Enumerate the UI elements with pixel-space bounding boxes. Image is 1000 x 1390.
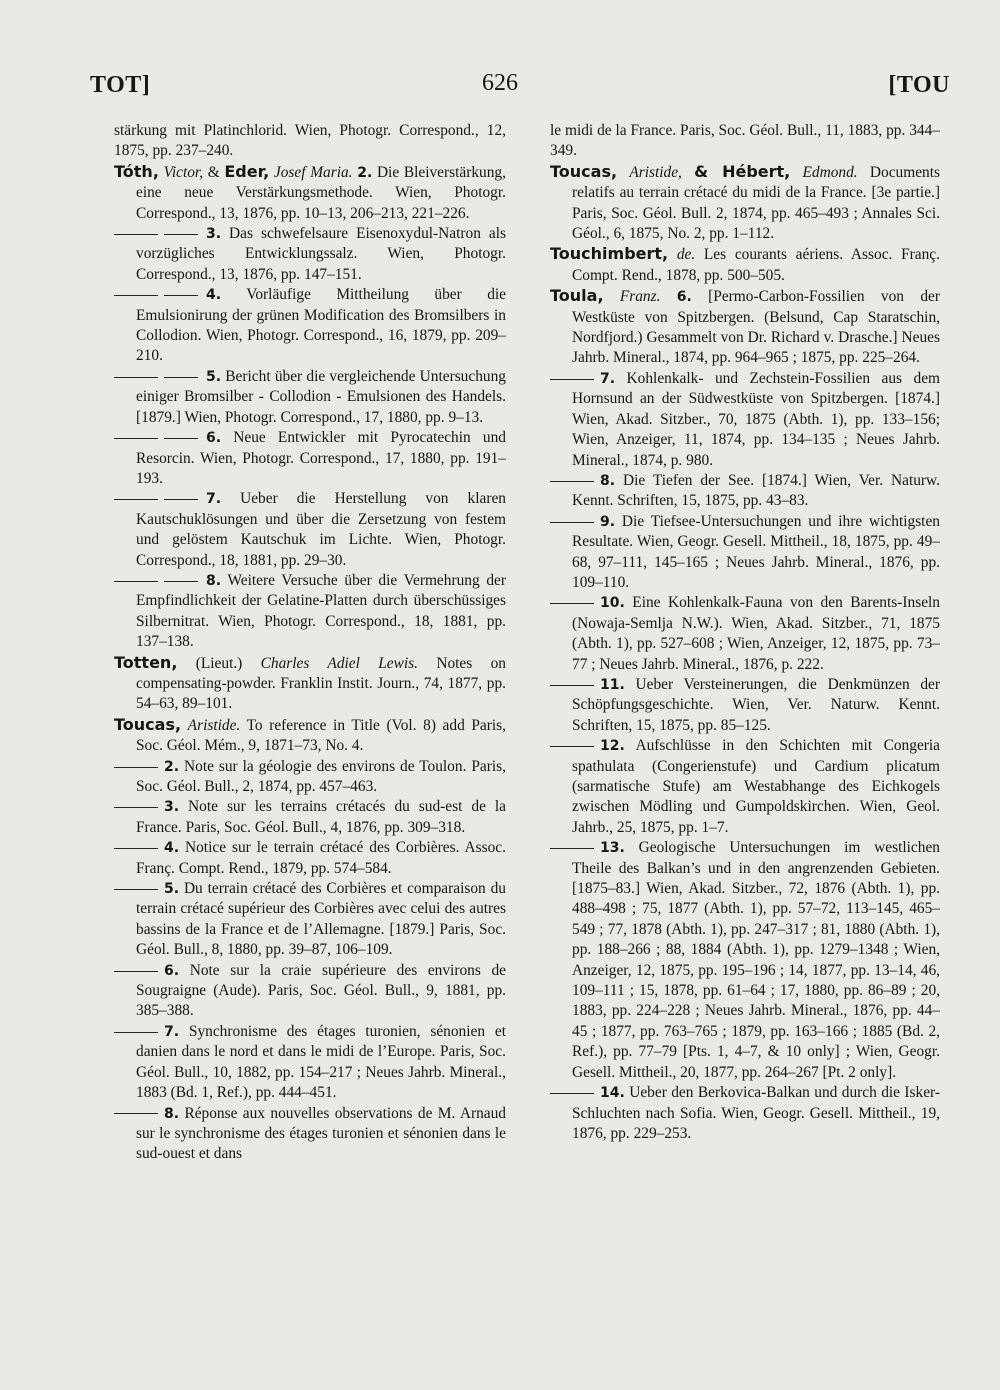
entry-number: 4.: [164, 840, 180, 857]
coauthor-name: & Hébert,: [694, 161, 791, 181]
bib-entry: [550, 471, 940, 512]
bib-entry: [114, 121, 506, 162]
entry-text: Réponse aux nouvelles observations de M. Arnaud sur le synchronisme des étages turonien et sénonien dans le sud-ouest et dans: [136, 1104, 506, 1163]
entry-text: Eine Kohlenkalk-Fauna von den Barents-Inseln (Nowaja-Semlja N.W.). Wien, Akad. Sitzber., 71, 1875 (Abth. 1), pp. 527–608 ; Wien, Anzeiger, 12, 1875, pp. 73–77 ; Neues Jahrb. Mineral., 1876, p. 222.: [572, 594, 940, 673]
entry-number: 5.: [164, 881, 180, 898]
entry-number: 12.: [600, 738, 625, 755]
ditto-dash: [114, 767, 158, 768]
coauthor-name: Eder,: [224, 161, 270, 181]
ditto-dash: [114, 807, 158, 808]
bib-entry: [550, 512, 940, 594]
author-name: Touchimbert,: [550, 244, 669, 264]
bib-entry: [114, 428, 506, 489]
author-rank: (Lieut.): [195, 654, 243, 672]
entry-text: Geologische Untersuchungen im westlichen Theile des Balkan’s und in den angrenzenden Gebieten. [1875–83.] Wien, Akad. Sitzber., 72, 1876 (Abth. 1), pp. 488–498 ; 75, 1877 (Abth. 1), pp. 57–72, 113–145, 465–549 ; 77, 1878 (Abth. 1), pp. 247–317 ; 81, 1880 (Abth. 1), pp. 188–266 ; 88, 1884 (Abth. 1), pp. 1279–1348 ; Wien, Anzeiger, 12, 1875, pp. 195–196 ; 14, 1877, pp. 13–14, 46, 109–111 ; 15, 1878, pp. 61–64 ; 17, 1880, pp. 86–89 ; 20, 1883, pp. 224–228 ; Neues Jahrb. Mineral., 1876, pp. 44–45 ; 1877, pp. 763–765 ; 1879, pp. 163–166 ; 1885 (Bd. 2, Ref.), pp. 77–79 [Pts. 1, 4–7, & 10 only] ; Wien, Geogr. Gesell. Mittheil., 20, 1877, pp. 264–267 [Pt. 2 only].: [572, 839, 940, 1081]
entry-number: 5.: [206, 368, 222, 385]
entry-text: Die Bleiverstärkung, eine neue Verstärkungsmethode. Wien, Photogr. Correspond., 13, 1876, pp. 10–13, 206–213, 221–226.: [136, 163, 506, 222]
bib-entry: [114, 1022, 506, 1104]
bib-entry: [114, 653, 506, 715]
bib-entry: [114, 757, 506, 798]
entry-number: 3.: [164, 799, 180, 816]
entry-text: Das schwefelsaure Eisenoxydul-Natron als vorzügliches Entwicklungssalz. Wien, Photogr. Correspond., 13, 1876, pp. 147–151.: [136, 225, 506, 283]
author-forenames: Victor,: [163, 163, 204, 181]
page-header: [0, 72, 1000, 112]
bib-entry: [550, 286, 940, 369]
ditto-dash: [550, 1093, 594, 1094]
entry-text: Bericht über die vergleichende Untersuchung einiger Bromsilber - Collodion - Emulsionen des Handels. [1879.] Wien, Photogr. Correspond., 17, 1880, pp. 9–13.: [136, 367, 506, 426]
entry-number: 2.: [357, 164, 373, 181]
entry-number: 4.: [206, 287, 222, 304]
entry-number: 9.: [600, 513, 616, 530]
bib-entry: [550, 675, 940, 736]
entry-text: Ueber den Berkovica-Balkan und durch die Isker-Schluchten nach Sofia. Wien, Geogr. Gesell. Mittheil., 19, 1876, pp. 229–253.: [572, 1084, 940, 1142]
header-left-catchword: TOT]: [90, 72, 151, 98]
ditto-dash: [550, 379, 594, 380]
entry-text: Die Tiefen der See. [1874.] Wien, Ver. Naturw. Kennt. Schriften, 15, 1875, pp. 43–83.: [572, 471, 940, 510]
left-column: [114, 121, 506, 1165]
ditto-dash: [114, 971, 158, 972]
ditto-dash: [550, 603, 594, 604]
bib-entry: [550, 736, 940, 838]
entry-number: 7.: [600, 370, 616, 387]
entry-text: [Permo-Carbon-Fossilien von der Westküste von Spitzbergen. (Belsund, Cap Staratschin, Nordfjord.) Gesammelt von Dr. Richard v. Drasche.] Neues Jahrb. Mineral., 1874, pp. 964–965 ; 1875, pp. 225–264.: [572, 288, 940, 367]
entry-number: 3.: [206, 226, 222, 243]
ditto-dash: [550, 685, 594, 686]
ditto-dash: [114, 581, 158, 582]
entry-text: Vorläufige Mittheilung über die Emulsionirung der grünen Modification des Bromsilbers in Collodion. Wien, Photogr. Correspond., 16, 1879, pp. 209–210.: [136, 286, 506, 365]
entry-number: 11.: [600, 676, 625, 693]
entry-text: Neue Entwickler mit Pyrocatechin und Resorcin. Wien, Photogr. Correspond., 17, 1880, pp. 191–193.: [136, 429, 506, 487]
author-name: Toucas,: [550, 161, 618, 181]
entry-number: 7.: [206, 491, 222, 508]
ditto-dash: [114, 1032, 158, 1033]
author-forenames: Aristide.: [187, 716, 241, 734]
entry-text: Die Tiefsee-Untersuchungen und ihre wichtigsten Resultate. Wien, Geogr. Gesell. Mittheil., 18, 1875, pp. 49–68, 97–111, 145–165 ; Neues Jahrb. Mineral., 1876, pp. 109–110.: [572, 512, 940, 591]
ditto-dash: [550, 481, 594, 482]
author-name: Toucas,: [114, 714, 182, 734]
bib-entry: [550, 369, 940, 471]
author-forenames: Franz.: [619, 288, 661, 306]
entry-text: Note sur la craie supérieure des environs de Sougraigne (Aude). Paris, Soc. Géol. Bull., 9, 1881, pp. 385–388.: [136, 961, 506, 1020]
bib-entry: [114, 285, 506, 367]
ditto-dash: [164, 499, 198, 500]
bib-entry: [550, 1083, 940, 1144]
entry-text: Kohlenkalk- und Zechstein-Fossilien aus dem Hornsund an der Südwestküste von Spitzbergen. [1874.] Wien, Akad. Sitzber., 70, 1875 (Abth. 1), pp. 133–156; Wien, Anzeiger, 11, 1874, pp. 134–135 ; Neues Jahrb. Mineral., 1874, p. 980.: [572, 369, 940, 469]
ditto-dash: [114, 1113, 158, 1114]
bib-entry: [114, 162, 506, 224]
ditto-dash: [550, 848, 594, 849]
bib-entry: [114, 879, 506, 961]
right-column: [550, 121, 940, 1144]
ditto-dash: [164, 377, 198, 378]
ditto-dash: [114, 377, 158, 378]
bib-entry: [114, 224, 506, 285]
page-number: 626: [482, 70, 518, 96]
author-name: Totten,: [114, 652, 178, 672]
entry-number: 8.: [164, 1105, 180, 1122]
entry-number: 8.: [600, 472, 616, 489]
entry-number: 6.: [676, 289, 692, 306]
entry-number: 2.: [164, 758, 180, 775]
entry-text: le midi de la France. Paris, Soc. Géol. Bull., 11, 1883, pp. 344–349.: [550, 122, 940, 160]
entry-number: 10.: [600, 595, 625, 612]
entry-text: Aufschlüsse in den Schichten mit Congeria spathulata (Congerienstufe) und Cardium plicatum (sarmatische Stufe) am Westabhange des Eichkogels zwischen Mödling und Gumpoldskirchen. Wien, Geol. Jahrb., 25, 1875, pp. 1–7.: [572, 737, 941, 836]
author-forenames: Charles Adiel Lewis.: [260, 654, 419, 672]
entry-number: 7.: [164, 1023, 180, 1040]
coauthor-forenames: Edmond.: [802, 163, 858, 181]
entry-text: Note sur les terrains crétacés du sud-est de la France. Paris, Soc. Géol. Bull., 4, 1876, pp. 309–318.: [136, 798, 506, 836]
entry-text: Documents relatifs au terrain crétacé du midi de la France. [3e partie.] Paris, Soc. Géol. Bull. 2, 1874, pp. 465–493 ; Annales Sci. Géol., 6, 1875, No. 2, pp. 1–112.: [572, 163, 940, 243]
coauthor-forenames: Josef Maria.: [273, 163, 353, 181]
entry-number: 14.: [600, 1085, 625, 1102]
ampersand: &: [207, 163, 220, 181]
header-right-catchword: [TOU: [888, 72, 950, 98]
bib-entry: [114, 367, 506, 428]
bib-entry: [550, 838, 940, 1083]
ditto-dash: [550, 522, 594, 523]
author-forenames: de.: [676, 246, 696, 264]
entry-text: Notes on compensating-powder. Franklin Instit. Journ., 74, 1877, pp. 54–63, 89–101.: [136, 654, 506, 713]
entry-number: 13.: [600, 840, 625, 857]
author-name: Toula,: [550, 286, 604, 306]
entry-text: Les courants aériens. Assoc. Franç. Compt. Rend., 1878, pp. 500–505.: [572, 246, 940, 284]
bib-entry: [114, 715, 506, 757]
bib-entry: [114, 1104, 506, 1165]
entry-text: stärkung mit Platinchlorid. Wien, Photogr. Correspond., 12, 1875, pp. 237–240.: [114, 122, 506, 160]
ditto-dash: [550, 746, 594, 747]
bib-entry: [114, 797, 506, 838]
bib-entry: [550, 121, 940, 162]
entry-number: 6.: [206, 430, 222, 447]
entry-text: To reference in Title (Vol. 8) add Paris, Soc. Géol. Mém., 9, 1871–73, No. 4.: [136, 716, 506, 755]
bib-entry: [550, 244, 940, 286]
bib-entry: [114, 961, 506, 1022]
bib-entry: [114, 838, 506, 879]
entry-text: Du terrain crétacé des Corbières et comparaison du terrain crétacé supérieur des Corbières avec celui des autres bassins de la France et de l’Allemagne. [1879.] Paris, Soc. Géol. Bull., 8, 1880, pp. 39–87, 106–109.: [136, 880, 506, 959]
author-name: Tóth,: [114, 161, 159, 181]
entry-text: Weitere Versuche über die Vermehrung der Empfindlichkeit der Gelatine-Platten durch überschüssiges Silbernitrat. Wien, Photogr. Correspond., 18, 1881, pp. 137–138.: [136, 571, 506, 651]
ditto-dash: [164, 438, 198, 439]
ditto-dash: [114, 295, 158, 296]
bib-entry: [550, 593, 940, 675]
entry-text: Ueber Versteinerungen, die Denkmünzen der Schöpfungsgeschichte. Wien, Ver. Naturw. Kennt. Schriften, 15, 1875, pp. 85–125.: [572, 675, 940, 734]
ditto-dash: [114, 889, 158, 890]
ditto-dash: [164, 581, 198, 582]
ditto-dash: [114, 438, 158, 439]
ditto-dash: [114, 848, 158, 849]
entry-text: Notice sur le terrain crétacé des Corbières. Assoc. Franç. Compt. Rend., 1879, pp. 574–584.: [136, 839, 506, 877]
bib-entry: [114, 489, 506, 571]
entry-text: Note sur la géologie des environs de Toulon. Paris, Soc. Géol. Bull., 2, 1874, pp. 457–463.: [136, 757, 506, 795]
ditto-dash: [164, 234, 198, 235]
entry-number: 6.: [164, 962, 180, 979]
bib-entry: [114, 571, 506, 653]
author-forenames: Aristide,: [629, 163, 682, 181]
ditto-dash: [164, 295, 198, 296]
entry-text: Ueber die Herstellung von klaren Kautschuklösungen und über die Zersetzung von festem und gelöstem Kautschuk im Lichte. Wien, Photogr. Correspond., 18, 1881, pp. 29–30.: [136, 490, 506, 569]
bib-entry: [550, 162, 940, 245]
entry-number: 8.: [206, 572, 222, 589]
ditto-dash: [114, 234, 158, 235]
ditto-dash: [114, 499, 158, 500]
entry-text: Synchronisme des étages turonien, sénonien et danien dans le nord et dans le midi de l’Europe. Paris, Soc. Géol. Bull., 10, 1882, pp. 154–217 ; Neues Jahrb. Mineral., 1883 (Bd. 1, Ref.), pp. 444–451.: [136, 1022, 506, 1102]
